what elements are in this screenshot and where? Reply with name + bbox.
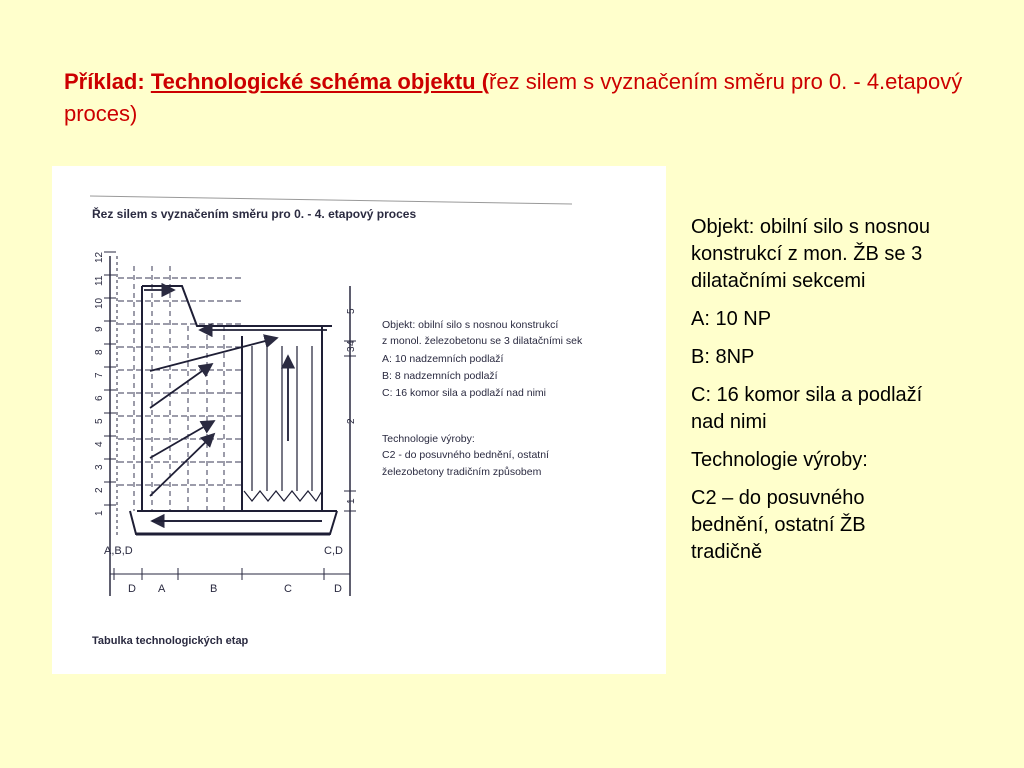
right-dimensions (346, 308, 357, 504)
zone-labels (114, 568, 350, 595)
floor-tick-label: 12 (94, 251, 105, 263)
title-lead: Příklad: (64, 69, 151, 94)
scan-caption: Tabulka technologických etap (92, 635, 249, 647)
right-dimension-label: 1 (346, 498, 357, 504)
title-rest: řez silem s vyznačením směru pro 0. - 4.etapový proces) (64, 69, 963, 126)
right-dimension-label: 4 (346, 340, 357, 346)
scan-note-line: Objekt: obilní silo s nosnou konstrukcí (382, 319, 559, 331)
right-dimension-label: 3 (346, 346, 357, 352)
zone-label: C (284, 583, 292, 595)
floor-tick-label: 3 (94, 464, 105, 470)
section-diagram-svg (52, 166, 666, 674)
title-main: Technologické schéma objektu ( (150, 69, 490, 94)
side-technology-heading: Technologie výroby: (691, 449, 868, 471)
floor-tick-label: 1 (94, 510, 105, 516)
scan-note-line: železobetony tradičním způsobem (382, 466, 542, 478)
side-section-b: B: 8NP (691, 346, 755, 368)
zone-label: B (210, 583, 218, 595)
scan-note-line: B: 8 nadzemních podlaží (382, 370, 498, 382)
scan-notes (382, 319, 583, 478)
floor-tick-label: 8 (94, 349, 105, 355)
scan-title: Řez silem s vyznačením směru pro 0. - 4. etapový proces (92, 207, 417, 221)
side-section-c: C: 16 komor sila a podlaží nad nimi (691, 384, 923, 433)
floor-ticks (94, 251, 116, 516)
floor-tick-label: 10 (94, 297, 105, 309)
zone-label: D (128, 583, 136, 595)
floor-tick-label: 9 (94, 326, 105, 332)
floor-tick-label: 5 (94, 418, 105, 424)
bottom-label-left: A,B,D (104, 545, 133, 557)
silo-cells (244, 346, 322, 501)
scan-note-line: C2 - do posuvného bednění, ostatní (382, 449, 549, 461)
process-arrows (144, 290, 327, 521)
floor-tick-label: 4 (94, 441, 105, 447)
scan-note-line: Technologie výroby: (382, 433, 475, 445)
side-section-a: A: 10 NP (691, 308, 772, 330)
scanned-diagram (52, 166, 666, 674)
floor-tick-label: 7 (94, 372, 105, 378)
floor-tick-label: 11 (94, 275, 105, 286)
side-text (691, 214, 931, 577)
floor-tick-label: 2 (94, 487, 105, 493)
zone-label: A (158, 583, 166, 595)
side-object: Objekt: obilní silo s nosnou konstrukcí z mon. ŽB se 3 dilatačními sekcemi (691, 216, 931, 292)
right-dimension-label: 5 (346, 308, 357, 314)
scan-note-line: A: 10 nadzemních podlaží (382, 353, 504, 365)
bottom-label-right: C,D (324, 545, 343, 557)
right-dimension-label: 2 (346, 418, 357, 424)
zone-label: D (334, 583, 342, 595)
slide-title (64, 66, 964, 130)
floor-tick-label: 6 (94, 395, 105, 401)
scan-note-line: C: 16 komor sila a podlaží nad nimi (382, 387, 546, 399)
building-outline (130, 286, 337, 534)
floor-grid (118, 278, 242, 485)
scan-note-line: z monol. železobetonu se 3 dilatačními sek (382, 335, 583, 347)
side-technology-detail: C2 – do posuvného bednění, ostatní ŽB tradičně (691, 487, 866, 563)
